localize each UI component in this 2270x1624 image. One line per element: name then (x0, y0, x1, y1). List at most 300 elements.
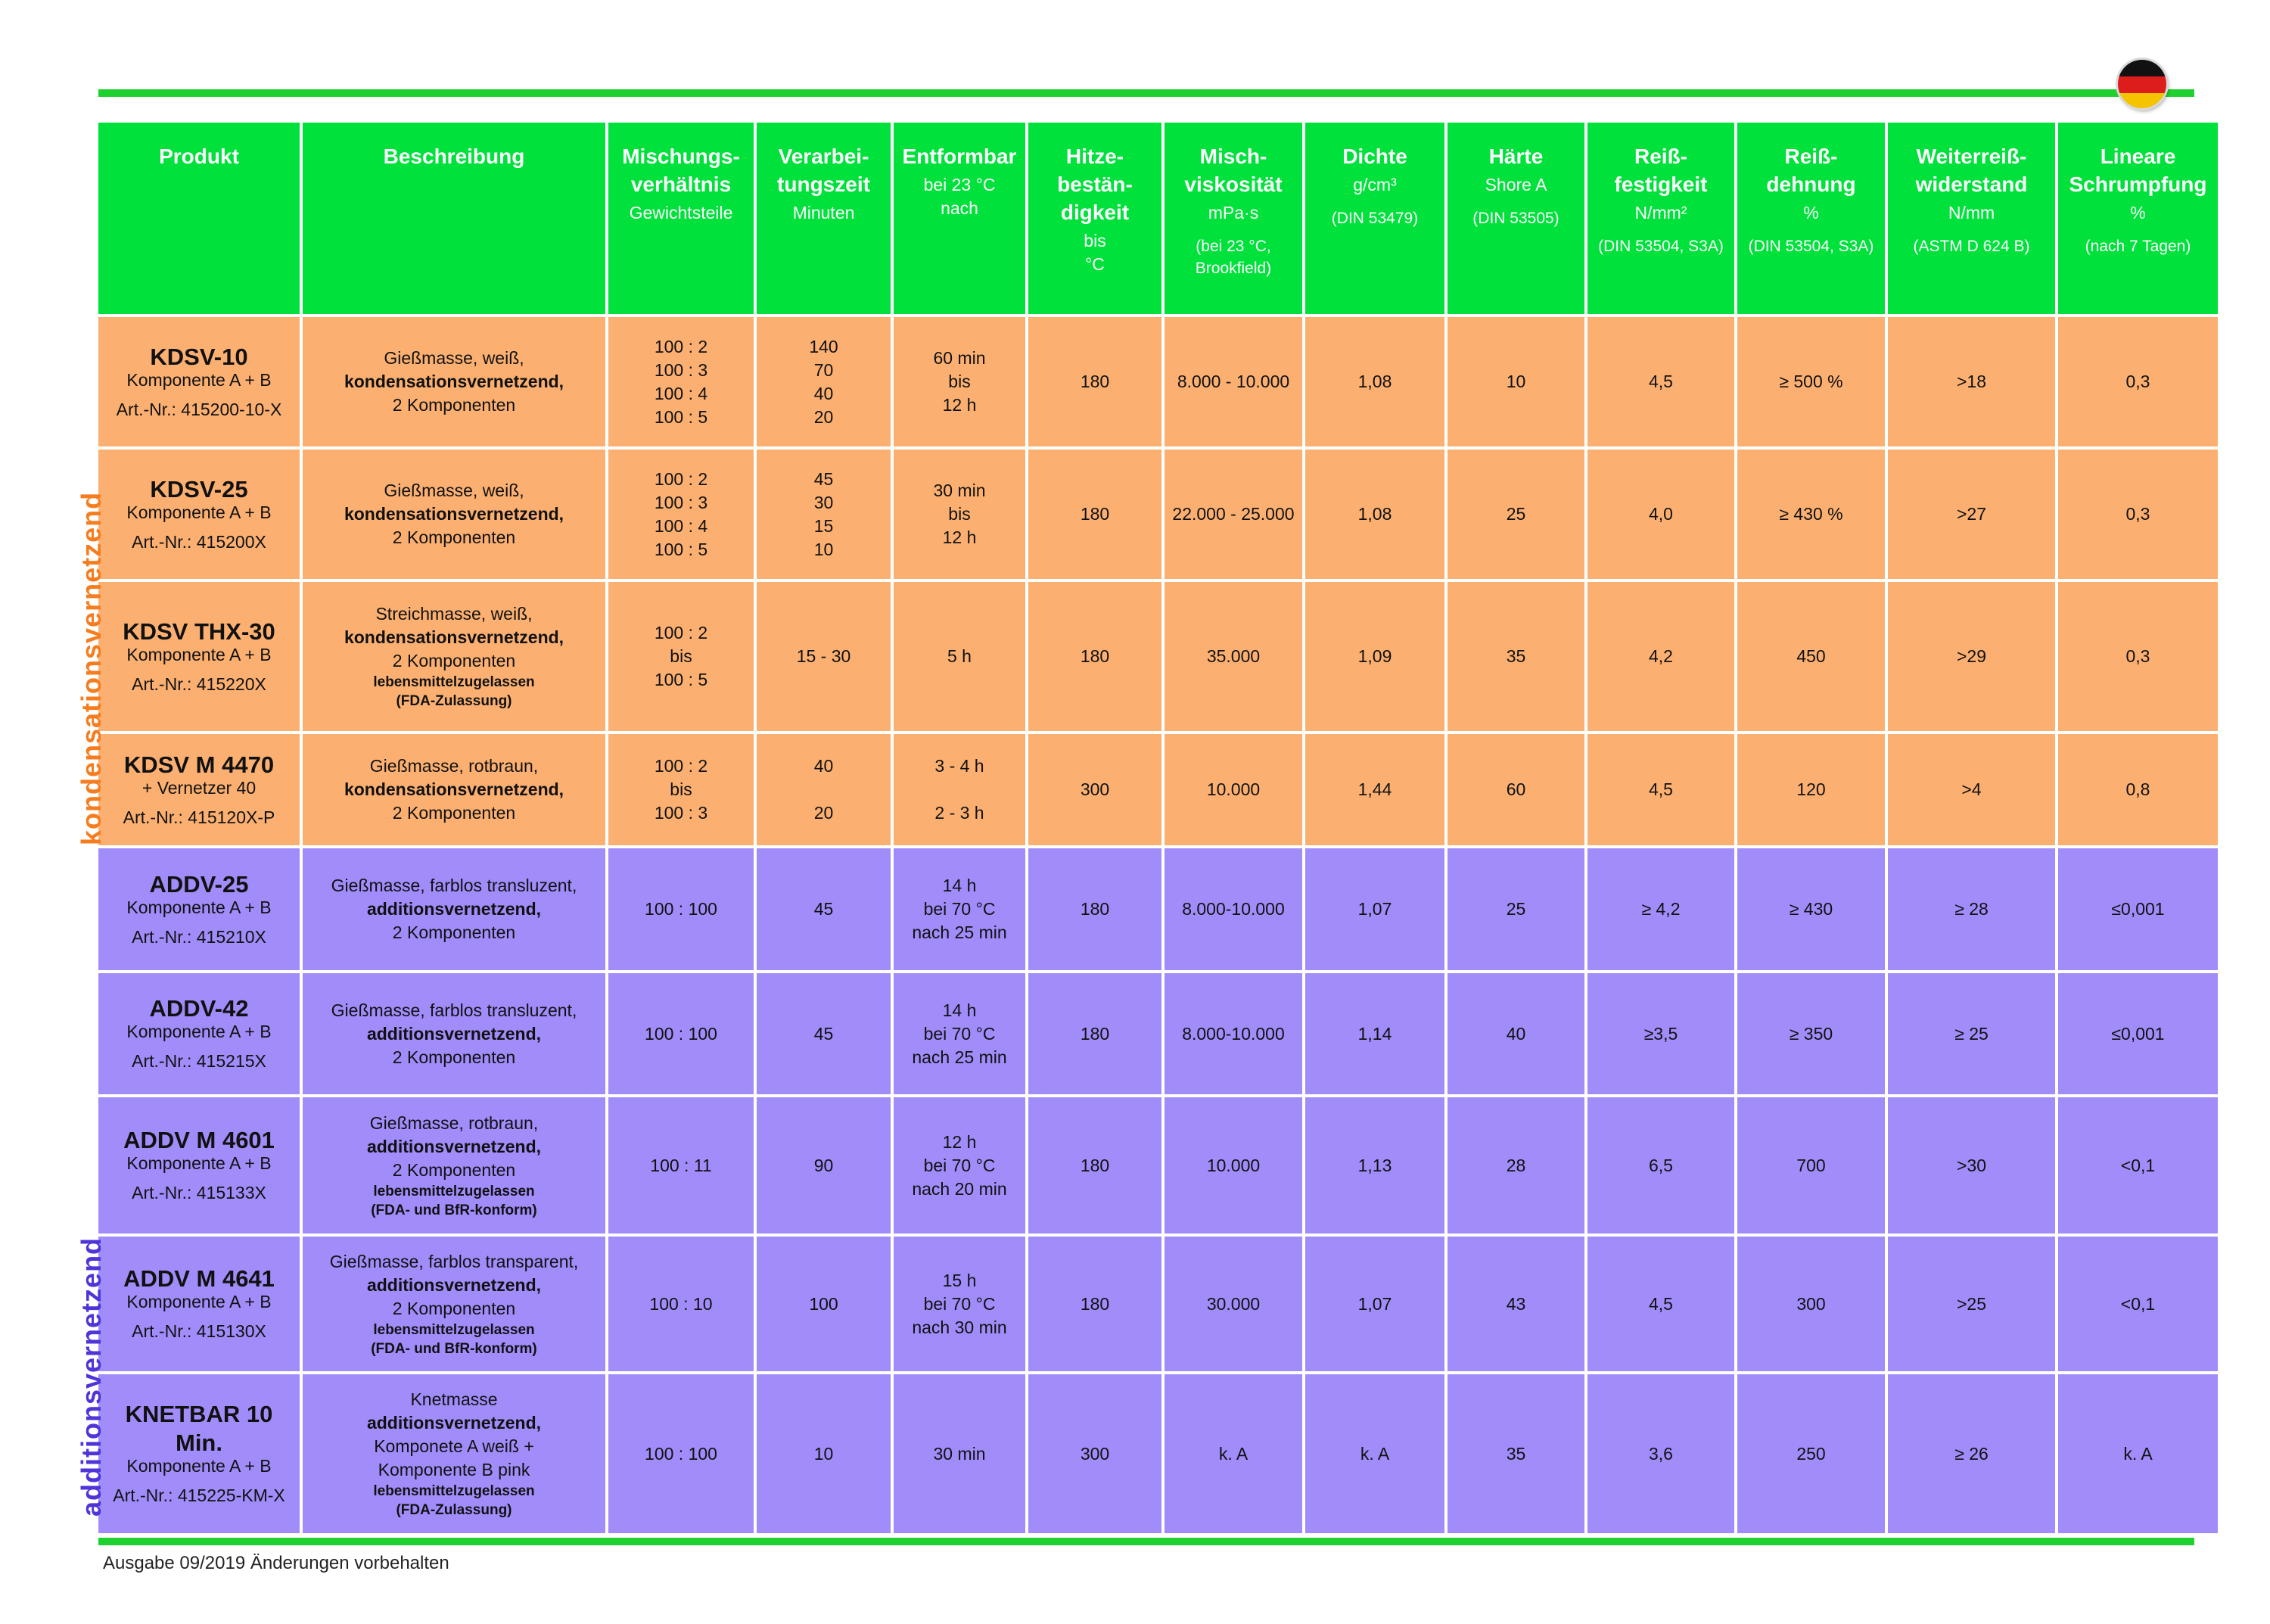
entformbar-value: bis (948, 504, 971, 524)
description-line: lebensmittelzugelassen (373, 674, 535, 690)
entformbar-cell (894, 1237, 1025, 1371)
entformbar-cell (894, 1097, 1025, 1234)
reissfestigkeit-cell (1587, 1374, 1734, 1533)
entformbar-value: 15 h (942, 1270, 977, 1290)
description-line: kondensationsvernetzend, (344, 372, 564, 391)
hitzebestaendigkeit-value: 180 (1080, 1023, 1110, 1044)
reissfestigkeit-cell (1587, 973, 1734, 1094)
entformbar-value: bei 70 °C (923, 1023, 996, 1044)
mischungsverhaeltnis-cell (608, 1097, 754, 1234)
verarbeitungszeit-cell (757, 848, 891, 970)
weiterreisswiderstand-cell (1888, 1097, 2055, 1234)
verarbeitungszeit-cell (757, 973, 891, 1094)
entformbar-cell (894, 973, 1025, 1094)
description-line: 2 Komponenten (392, 395, 516, 415)
header-reissdehnung (1737, 123, 1885, 314)
entformbar-value (957, 778, 962, 801)
product-cell (98, 1237, 300, 1371)
reissfestigkeit-cell (1587, 848, 1734, 970)
description-line: additionsvernetzend, (366, 1136, 542, 1156)
product-cell (98, 1374, 300, 1533)
mischviskositaet-cell (1165, 1374, 1302, 1533)
mischungsverhaeltnis-cell (608, 734, 754, 845)
header-norm-line: (DIN 53504, S3A) (1748, 238, 1874, 255)
description-line: additionsvernetzend, (366, 1023, 542, 1044)
dichte-cell (1305, 1374, 1444, 1533)
description-line: 2 Komponenten (392, 1047, 516, 1067)
product-components: + Vernetzer 40 (141, 777, 257, 798)
header-unit-line: g/cm³ (1353, 175, 1397, 194)
lineare-schrumpfung-value: 0,8 (2125, 779, 2150, 799)
mischviskositaet-cell (1165, 848, 1302, 970)
haerte-value: 40 (1506, 1023, 1526, 1044)
hitzebestaendigkeit-cell (1028, 317, 1161, 446)
entformbar-value: 12 h (942, 527, 977, 547)
hitzebestaendigkeit-cell (1028, 1237, 1161, 1371)
entformbar-cell (894, 317, 1025, 446)
mischungsverhaeltnis-value: 100 : 5 (654, 406, 708, 427)
dichte-value: 1,13 (1357, 1155, 1392, 1175)
description-cell (303, 317, 605, 446)
entformbar-value: nach 30 min (912, 1317, 1007, 1337)
mischviskositaet-value: 10.000 (1206, 1155, 1261, 1175)
weiterreisswiderstand-value: >27 (1956, 504, 1986, 524)
dichte-cell (1305, 848, 1444, 970)
header-mischviskositaet (1165, 123, 1302, 314)
header-title-line: Entformbar (902, 145, 1017, 168)
header-title-line: Härte (1488, 145, 1544, 168)
description-line: Streichmasse, weiß, (375, 604, 533, 624)
lineare-schrumpfung-value: 0,3 (2125, 646, 2150, 666)
entformbar-cell (894, 848, 1025, 970)
product-article-number: Art.-Nr.: 415200-10-X (116, 399, 282, 419)
header-unit-line: N/mm (1948, 203, 1995, 222)
footer-note: Ausgabe 09/2019 Änderungen vorbehalten (103, 1553, 449, 1573)
weiterreisswiderstand-cell (1888, 317, 2055, 446)
weiterreisswiderstand-value: ≥ 25 (1954, 1023, 1989, 1044)
header-title-line: Schrumpfung (2069, 173, 2207, 196)
reissdehnung-value: ≥ 430 % (1779, 504, 1843, 524)
verarbeitungszeit-value: 140 (809, 336, 838, 356)
germany-flag-icon[interactable] (2118, 60, 2166, 108)
dichte-cell (1305, 973, 1444, 1094)
reissdehnung-value: 300 (1796, 1293, 1826, 1314)
verarbeitungszeit-value: 40 (813, 756, 834, 776)
header-lineare-schrumpfung (2058, 123, 2218, 314)
description-line: kondensationsvernetzend, (344, 779, 564, 799)
mischungsverhaeltnis-value: bis (670, 779, 692, 799)
product-article-number: Art.-Nr.: 415220X (132, 674, 266, 694)
header-title-line: tungszeit (777, 173, 870, 196)
hitzebestaendigkeit-value: 180 (1080, 1293, 1110, 1314)
product-components: Komponente A + B (126, 1153, 272, 1173)
verarbeitungszeit-cell (757, 1097, 891, 1234)
product-article-number: Art.-Nr.: 415130X (132, 1321, 266, 1341)
dichte-cell (1305, 1237, 1444, 1371)
mischungsverhaeltnis-cell (608, 848, 754, 970)
description-line: Komponente B pink (378, 1460, 530, 1479)
product-name: KDSV-25 (150, 475, 248, 502)
mischviskositaet-value: 8.000-10.000 (1182, 899, 1285, 919)
verarbeitungszeit-value: 100 (809, 1293, 838, 1314)
dichte-value: 1,07 (1357, 1293, 1392, 1314)
header-norm-line: (DIN 53479) (1331, 210, 1419, 227)
verarbeitungszeit-value: 20 (813, 803, 834, 823)
reissdehnung-cell (1737, 1374, 1885, 1533)
entformbar-value: bis (948, 372, 971, 391)
mischungsverhaeltnis-value: 100 : 100 (645, 1443, 717, 1464)
description-line: Gießmasse, rotbraun, (369, 1112, 539, 1133)
weiterreisswiderstand-value: ≥ 28 (1954, 899, 1989, 919)
header-title-line: bestän- (1057, 173, 1133, 196)
description-cell (303, 848, 605, 970)
verarbeitungszeit-value (821, 778, 826, 801)
entformbar-value: nach 25 min (912, 922, 1007, 942)
reissfestigkeit-value: 4,5 (1649, 372, 1673, 391)
verarbeitungszeit-cell (757, 582, 891, 731)
description-line: 2 Komponenten (392, 1298, 516, 1318)
description-line: additionsvernetzend, (366, 1274, 542, 1295)
product-article-number: Art.-Nr.: 415133X (132, 1183, 266, 1202)
entformbar-value: nach 25 min (912, 1047, 1007, 1067)
header-produkt (98, 123, 300, 314)
product-name: ADDV-25 (149, 870, 249, 898)
product-article-number: Art.-Nr.: 415200X (132, 531, 266, 552)
description-line: Gießmasse, weiß, (384, 481, 524, 500)
dichte-cell (1305, 734, 1444, 845)
lineare-schrumpfung-cell (2058, 450, 2218, 579)
product-name: ADDV-42 (149, 995, 249, 1022)
reissfestigkeit-value: 6,5 (1649, 1155, 1673, 1175)
product-name: KNETBAR 10 Min. (125, 1401, 273, 1456)
header-norm-line: Brookfield) (1195, 260, 1272, 277)
description-cell (303, 1374, 605, 1533)
reissdehnung-value: ≥ 500 % (1779, 372, 1843, 391)
hitzebestaendigkeit-value: 180 (1080, 504, 1110, 524)
lineare-schrumpfung-cell (2058, 582, 2218, 731)
header-hitzebestaendigkeit (1028, 123, 1161, 314)
verarbeitungszeit-value: 40 (813, 383, 834, 403)
mischviskositaet-cell (1165, 317, 1302, 446)
entformbar-value: 30 min (933, 1443, 986, 1464)
mischviskositaet-value: 10.000 (1206, 779, 1261, 799)
product-article-number: Art.-Nr.: 415210X (132, 926, 266, 947)
reissdehnung-value: 700 (1796, 1155, 1826, 1175)
dichte-value: 1,07 (1357, 899, 1392, 919)
entformbar-value: 60 min (933, 348, 986, 368)
verarbeitungszeit-value: 10 (813, 1443, 834, 1464)
reissfestigkeit-cell (1587, 582, 1734, 731)
dichte-value: k. A (1360, 1443, 1390, 1464)
weiterreisswiderstand-cell (1888, 582, 2055, 731)
mischungsverhaeltnis-value: 100 : 2 (654, 623, 708, 642)
verarbeitungszeit-cell (757, 1237, 891, 1371)
product-cell (98, 848, 300, 970)
header-title-line: digkeit (1060, 201, 1130, 224)
header-unit-line: mPa·s (1208, 203, 1259, 222)
header-beschreibung (303, 123, 605, 314)
entformbar-value: 12 h (942, 1131, 977, 1152)
header-weiterreisswiderstand (1888, 123, 2055, 314)
reissfestigkeit-value: ≥3,5 (1643, 1023, 1678, 1044)
product-cell (98, 582, 300, 731)
lineare-schrumpfung-cell (2058, 1237, 2218, 1371)
reissfestigkeit-value: 4,5 (1649, 1293, 1673, 1314)
mischviskositaet-cell (1165, 450, 1302, 579)
mischungsverhaeltnis-value: 100 : 10 (649, 1293, 713, 1314)
description-line: 2 Komponenten (392, 1159, 516, 1180)
entformbar-value: bei 70 °C (923, 899, 996, 919)
product-name: KDSV-10 (150, 343, 248, 370)
header-mischungsverhaeltnis (608, 123, 754, 314)
header-norm-line: (ASTM D 624 B) (1913, 238, 2030, 255)
verarbeitungszeit-value: 30 (813, 492, 834, 512)
mischungsverhaeltnis-value: 100 : 2 (654, 468, 708, 489)
reissfestigkeit-value: 4,5 (1649, 779, 1673, 799)
mischungsverhaeltnis-value: 100 : 100 (645, 1023, 717, 1044)
hitzebestaendigkeit-cell (1028, 848, 1161, 970)
haerte-cell (1448, 1374, 1584, 1533)
reissfestigkeit-cell (1587, 317, 1734, 446)
header-title-line: verhältnis (630, 173, 732, 196)
product-components: Komponente A + B (126, 1292, 272, 1311)
mischviskositaet-value: 8.000 - 10.000 (1177, 372, 1290, 391)
header-title-line: Mischungs- (622, 145, 740, 168)
verarbeitungszeit-value: 45 (813, 1023, 834, 1044)
dichte-value: 1,09 (1357, 646, 1392, 666)
header-title-line: Lineare (2100, 145, 2176, 168)
product-cell (98, 450, 300, 579)
product-cell (98, 973, 300, 1094)
lineare-schrumpfung-value: <0,1 (2120, 1293, 2156, 1314)
header-title-line: widerstand (1915, 173, 2028, 196)
lineare-schrumpfung-value: <0,1 (2120, 1155, 2156, 1175)
haerte-value: 35 (1506, 1443, 1526, 1464)
reissfestigkeit-cell (1587, 450, 1734, 579)
weiterreisswiderstand-cell (1888, 1237, 2055, 1371)
reissfestigkeit-value: 4,0 (1649, 504, 1673, 524)
description-line: Gießmasse, farblos transluzent, (331, 876, 577, 895)
product-components: Komponente A + B (126, 369, 272, 390)
reissfestigkeit-cell (1587, 1237, 1734, 1371)
description-line: Gießmasse, weiß, (384, 348, 524, 368)
hitzebestaendigkeit-value: 180 (1080, 646, 1110, 666)
mischviskositaet-value: 8.000-10.000 (1182, 1023, 1285, 1044)
lineare-schrumpfung-cell (2058, 848, 2218, 970)
mischviskositaet-cell (1165, 1097, 1302, 1234)
product-components: Komponente A + B (126, 1022, 272, 1041)
header-unit-line: % (1803, 203, 1819, 222)
verarbeitungszeit-cell (757, 734, 891, 845)
mischviskositaet-cell (1165, 734, 1302, 845)
haerte-value: 35 (1506, 646, 1526, 666)
mischviskositaet-value: 30.000 (1206, 1293, 1261, 1314)
mischungsverhaeltnis-cell (608, 450, 754, 579)
product-components: Komponente A + B (126, 644, 272, 664)
mischungsverhaeltnis-cell (608, 317, 754, 446)
mischviskositaet-cell (1165, 582, 1302, 731)
product-components: Komponente A + B (126, 502, 272, 522)
description-line: 2 Komponenten (392, 922, 516, 942)
description-line: additionsvernetzend, (366, 899, 542, 919)
header-norm-line: (DIN 53505) (1472, 210, 1559, 227)
header-unit-line: Shore A (1485, 175, 1547, 194)
verarbeitungszeit-value: 70 (813, 359, 834, 380)
product-name: KDSV THX-30 (123, 618, 275, 645)
description-cell (303, 734, 605, 845)
weiterreisswiderstand-value: >25 (1956, 1293, 1986, 1314)
verarbeitungszeit-value: 15 - 30 (796, 646, 851, 666)
hitzebestaendigkeit-cell (1028, 973, 1161, 1094)
description-cell (303, 1097, 605, 1234)
haerte-cell (1448, 1097, 1584, 1234)
reissdehnung-cell (1737, 582, 1885, 731)
weiterreisswiderstand-cell (1888, 848, 2055, 970)
product-article-number: Art.-Nr.: 415120X-P (123, 807, 275, 827)
header-dichte (1305, 123, 1444, 314)
dichte-value: 1,08 (1357, 504, 1392, 524)
haerte-value: 60 (1506, 779, 1526, 799)
reissdehnung-cell (1737, 848, 1885, 970)
product-table (98, 123, 2207, 1518)
verarbeitungszeit-value: 45 (813, 899, 834, 919)
hitzebestaendigkeit-value: 180 (1080, 1155, 1110, 1175)
description-line: Gießmasse, farblos transparent, (329, 1251, 579, 1271)
mischungsverhaeltnis-value: 100 : 5 (654, 670, 708, 689)
mischungsverhaeltnis-cell (608, 582, 754, 731)
mischungsverhaeltnis-value: 100 : 5 (654, 539, 708, 559)
product-article-number: Art.-Nr.: 415215X (132, 1051, 266, 1071)
lineare-schrumpfung-value: 0,3 (2125, 504, 2150, 524)
dichte-value: 1,14 (1357, 1023, 1392, 1044)
header-unit-line: % (2130, 203, 2146, 222)
mischungsverhaeltnis-value: 100 : 2 (654, 336, 708, 356)
product-cell (98, 734, 300, 845)
mischungsverhaeltnis-value: 100 : 3 (654, 492, 708, 512)
mischungsverhaeltnis-cell (608, 973, 754, 1094)
description-line: (FDA-Zulassung) (396, 1502, 512, 1518)
header-title-line: dehnung (1766, 173, 1856, 196)
hitzebestaendigkeit-cell (1028, 1097, 1161, 1234)
header-unit-line: bis (1084, 231, 1106, 250)
haerte-value: 25 (1506, 504, 1526, 524)
entformbar-value: 5 h (947, 646, 972, 666)
entformbar-cell (894, 1374, 1025, 1533)
header-verarbeitungszeit (757, 123, 891, 314)
reissdehnung-cell (1737, 317, 1885, 446)
weiterreisswiderstand-cell (1888, 1374, 2055, 1533)
dichte-cell (1305, 317, 1444, 446)
product-cell (98, 317, 300, 446)
entformbar-value: 2 - 3 h (934, 803, 984, 823)
header-title-line: Hitze- (1065, 145, 1124, 168)
header-title-line: Reiß- (1634, 145, 1687, 168)
header-unit-line: bei 23 °C (923, 175, 996, 194)
verarbeitungszeit-value: 20 (813, 406, 834, 427)
lineare-schrumpfung-value: ≤0,001 (2111, 899, 2165, 919)
description-line: Gießmasse, farblos transluzent, (331, 1000, 577, 1020)
side-label-kondensation: kondensationsvernetzend (76, 491, 107, 845)
header-entformbar (894, 123, 1025, 314)
header-unit-line: N/mm² (1634, 203, 1687, 222)
header-norm-line: (DIN 53504, S3A) (1598, 238, 1724, 255)
verarbeitungszeit-value: 15 (813, 515, 834, 536)
hitzebestaendigkeit-value: 180 (1080, 372, 1110, 391)
mischviskositaet-cell (1165, 1237, 1302, 1371)
haerte-cell (1448, 450, 1584, 579)
hitzebestaendigkeit-cell (1028, 1374, 1161, 1533)
description-line: Komponete A weiß + (374, 1436, 534, 1456)
reissdehnung-cell (1737, 1237, 1885, 1371)
haerte-cell (1448, 582, 1584, 731)
verarbeitungszeit-value: 45 (813, 468, 834, 489)
mischungsverhaeltnis-value: 100 : 100 (645, 899, 717, 919)
verarbeitungszeit-cell (757, 450, 891, 579)
weiterreisswiderstand-cell (1888, 450, 2055, 579)
reissfestigkeit-cell (1587, 734, 1734, 845)
dichte-cell (1305, 582, 1444, 731)
mischviskositaet-cell (1165, 973, 1302, 1094)
header-title-line: Verarbei- (778, 145, 869, 168)
mischungsverhaeltnis-cell (608, 1237, 754, 1371)
description-line: lebensmittelzugelassen (373, 1321, 535, 1338)
description-line: 2 Komponenten (392, 803, 516, 823)
hitzebestaendigkeit-cell (1028, 734, 1161, 845)
product-name: KDSV M 4470 (123, 751, 275, 778)
description-line: 2 Komponenten (392, 527, 516, 547)
lineare-schrumpfung-value: 0,3 (2125, 372, 2150, 391)
haerte-cell (1448, 848, 1584, 970)
verarbeitungszeit-cell (757, 317, 891, 446)
header-title-line: Weiterreiß- (1916, 145, 2027, 168)
weiterreisswiderstand-cell (1888, 973, 2055, 1094)
product-article-number: Art.-Nr.: 415225-KM-X (113, 1486, 285, 1505)
verarbeitungszeit-value: 10 (813, 539, 834, 559)
side-label-addition: additionsvernetzend (76, 1237, 107, 1517)
entformbar-value: 30 min (933, 481, 986, 500)
top-rule (98, 89, 2194, 97)
header-unit-line: °C (1085, 254, 1105, 274)
product-components: Komponente A + B (126, 1456, 272, 1476)
mischungsverhaeltnis-value: 100 : 3 (654, 359, 708, 380)
reissfestigkeit-value: 3,6 (1649, 1443, 1673, 1464)
reissdehnung-value: 250 (1796, 1443, 1826, 1464)
product-cell (98, 1097, 300, 1234)
entformbar-value: bei 70 °C (923, 1155, 996, 1175)
product-name: ADDV M 4641 (123, 1265, 275, 1292)
hitzebestaendigkeit-value: 300 (1080, 779, 1110, 799)
description-cell (303, 582, 605, 731)
lineare-schrumpfung-value: ≤0,001 (2111, 1023, 2165, 1044)
lineare-schrumpfung-cell (2058, 1374, 2218, 1533)
haerte-value: 43 (1506, 1293, 1526, 1314)
entformbar-value: 14 h (942, 1000, 977, 1020)
reissdehnung-cell (1737, 973, 1885, 1094)
hitzebestaendigkeit-cell (1028, 450, 1161, 579)
reissfestigkeit-value: ≥ 4,2 (1641, 899, 1681, 919)
entformbar-cell (894, 582, 1025, 731)
mischviskositaet-value: 22.000 - 25.000 (1172, 504, 1295, 524)
haerte-value: 28 (1506, 1155, 1526, 1175)
lineare-schrumpfung-cell (2058, 317, 2218, 446)
dichte-value: 1,44 (1357, 779, 1392, 799)
header-unit-line: Minuten (792, 203, 855, 222)
weiterreisswiderstand-value: >18 (1956, 372, 1986, 391)
product-components: Komponente A + B (126, 897, 272, 917)
haerte-value: 25 (1506, 899, 1526, 919)
haerte-cell (1448, 317, 1584, 446)
reissdehnung-value: ≥ 350 (1789, 1023, 1833, 1044)
